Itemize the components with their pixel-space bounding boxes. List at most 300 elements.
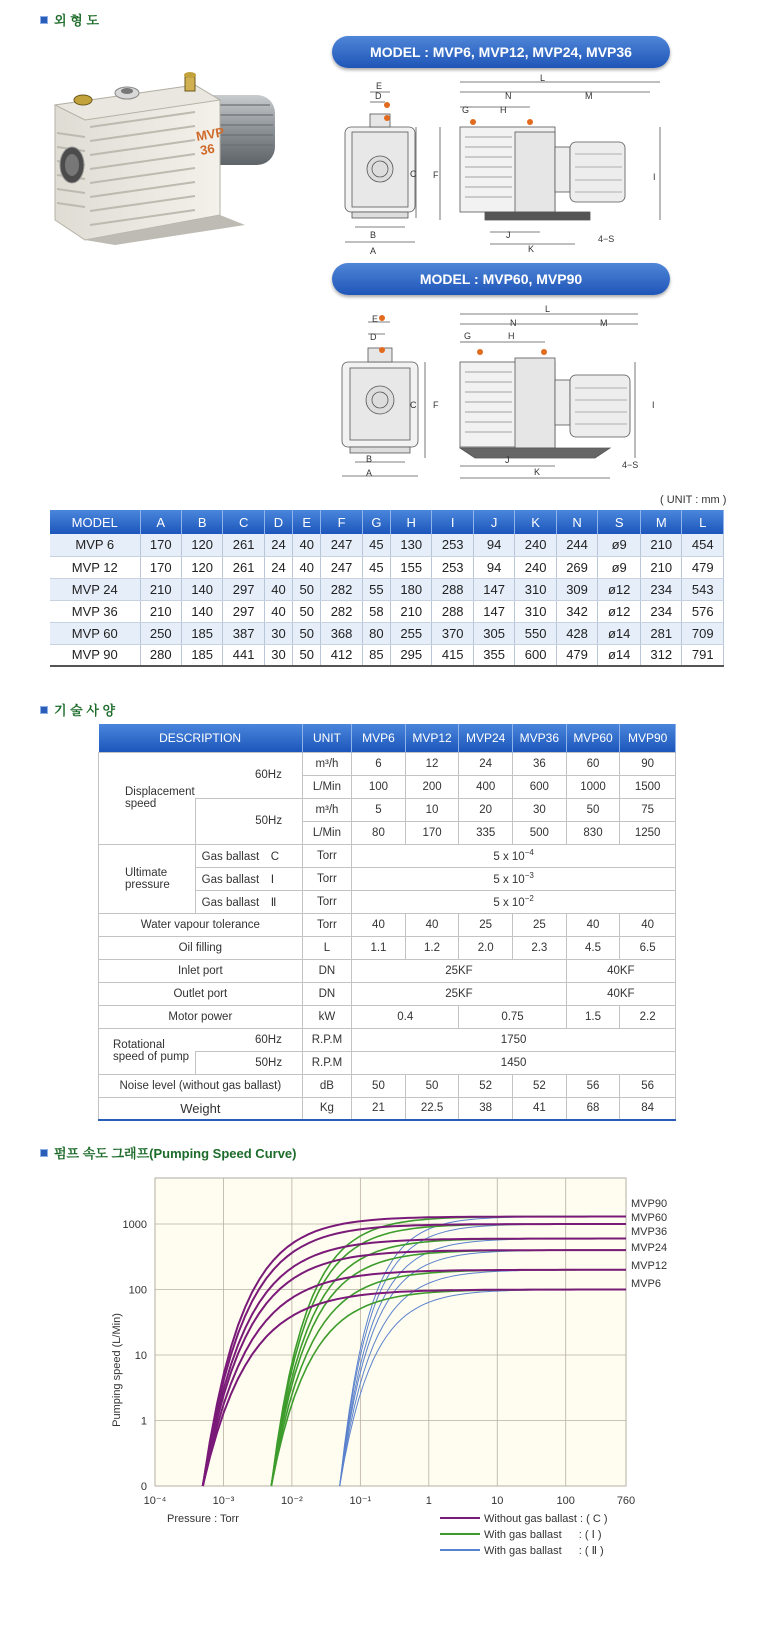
model-cell: MVP 12 — [50, 556, 140, 578]
dim-value-cell: 185 — [181, 622, 222, 644]
value-cell: 40 — [352, 913, 406, 936]
dim-value-cell: 147 — [473, 600, 514, 622]
dim-label-f: F — [433, 400, 439, 410]
dim-label-b: B — [370, 230, 377, 240]
unit-cell: dB — [302, 1074, 352, 1097]
dim-value-cell: 94 — [473, 534, 514, 556]
value-cell: 335 — [459, 821, 513, 844]
value-cell: 500 — [513, 821, 567, 844]
table-row — [50, 578, 724, 600]
unit-cell: m³/h — [302, 798, 352, 821]
dim-value-cell: 240 — [515, 534, 556, 556]
x-tick-label: 10⁻³ — [212, 1495, 235, 1507]
dim-label-i: I — [653, 172, 656, 182]
y-tick-label: 0 — [140, 1481, 147, 1493]
value-cell: 90 — [620, 752, 676, 775]
x-tick-label: 760 — [616, 1495, 636, 1507]
value-cell: 4.5 — [566, 936, 620, 959]
dim-label-k: K — [528, 244, 535, 254]
dim-value-cell: 355 — [473, 644, 514, 666]
gas-ballast-ii-label: Gas ballast Ⅱ — [195, 890, 302, 913]
dim-value-cell: 24 — [264, 534, 292, 556]
dim-value-cell: 295 — [391, 644, 432, 666]
dim-value-cell: 50 — [293, 578, 321, 600]
displacement-60hz: 60Hz — [195, 752, 302, 798]
dim-value-cell: 415 — [432, 644, 473, 666]
dim-header-cell: I — [432, 510, 473, 534]
value-cell: 600 — [513, 775, 567, 798]
unit-cell: R.P.M — [302, 1051, 352, 1074]
value-cell: 1.2 — [405, 936, 459, 959]
dim-value-cell: 288 — [432, 600, 473, 622]
dim-header-cell: C — [223, 510, 264, 534]
pump-photo — [45, 55, 285, 245]
value-cell: 1500 — [620, 775, 676, 798]
dim-value-cell: 310 — [515, 578, 556, 600]
dimension-drawing-large — [330, 300, 680, 485]
spec-table — [98, 724, 676, 1121]
value-cell: 1250 — [620, 821, 676, 844]
value-cell: 170 — [405, 821, 459, 844]
dim-value-cell: 155 — [391, 556, 432, 578]
series-label: MVP6 — [631, 1278, 661, 1290]
dim-value-cell: 297 — [223, 578, 264, 600]
series-label: MVP60 — [631, 1212, 668, 1224]
bullet-icon — [40, 706, 48, 714]
value-cell: 40 — [620, 913, 676, 936]
dim-value-cell: 240 — [515, 556, 556, 578]
value-cell: 30 — [513, 798, 567, 821]
dim-value-cell: 170 — [140, 556, 181, 578]
value-cell: 20 — [459, 798, 513, 821]
dim-value-cell: 94 — [473, 556, 514, 578]
dim-value-cell: 40 — [293, 556, 321, 578]
value-cell: 56 — [566, 1074, 620, 1097]
dim-label-a: A — [370, 246, 377, 256]
x-tick-label: 10⁻⁴ — [143, 1495, 167, 1507]
dim-label-a: A — [366, 468, 373, 478]
dim-header-cell: F — [321, 510, 362, 534]
model-banner-large: MODEL : MVP60, MVP90 — [332, 263, 670, 295]
dim-value-cell: ø9 — [598, 556, 641, 578]
value-cell: 1750 — [352, 1028, 676, 1051]
rotation-label: Rotational speed of pump — [99, 1028, 196, 1074]
dim-value-cell: 244 — [556, 534, 597, 556]
dim-value-cell: 50 — [293, 600, 321, 622]
value-cell: 84 — [620, 1097, 676, 1120]
dim-value-cell: 441 — [223, 644, 264, 666]
dim-value-cell: 368 — [321, 622, 362, 644]
dimension-table — [50, 510, 724, 667]
dim-value-cell: 454 — [682, 534, 724, 556]
dim-value-cell: ø12 — [598, 600, 641, 622]
dim-value-cell: 50 — [293, 622, 321, 644]
ultimate-ii-value — [352, 890, 676, 913]
value-cell: 25KF — [352, 982, 566, 1005]
dim-value-cell: 261 — [223, 556, 264, 578]
displacement-label: Displacement speed — [99, 752, 196, 844]
dim-value-cell: 281 — [641, 622, 682, 644]
x-axis-label: Pressure : Torr — [167, 1513, 239, 1525]
header-unit: UNIT — [302, 724, 352, 752]
dim-label-d: D — [370, 332, 377, 342]
dim-label-e: E — [376, 81, 383, 91]
dim-value-cell: 310 — [515, 600, 556, 622]
inlet-label: Inlet port — [99, 959, 303, 982]
dim-label-m: M — [585, 91, 593, 101]
dim-value-cell: 85 — [362, 644, 390, 666]
model-cell: MVP 60 — [50, 622, 140, 644]
dim-label-g: G — [462, 105, 470, 115]
dim-value-cell: 791 — [682, 644, 724, 666]
dim-value-cell: 600 — [515, 644, 556, 666]
dim-value-cell: 140 — [181, 600, 222, 622]
unit-cell: Torr — [302, 867, 352, 890]
value-cell: 2.3 — [513, 936, 567, 959]
dim-label-e: E — [372, 314, 379, 324]
value-cell: 5 — [352, 798, 406, 821]
dim-header-cell: S — [598, 510, 641, 534]
dim-value-cell: 45 — [362, 534, 390, 556]
unit-cell: Torr — [302, 844, 352, 867]
dim-value-cell: 543 — [682, 578, 724, 600]
dim-header-cell: K — [515, 510, 556, 534]
bullet-icon — [40, 1149, 48, 1157]
dim-value-cell: 282 — [321, 600, 362, 622]
dim-value-cell: 185 — [181, 644, 222, 666]
dim-value-cell: 250 — [140, 622, 181, 644]
outlet-label: Outlet port — [99, 982, 303, 1005]
value-cell: 56 — [620, 1074, 676, 1097]
dim-header-cell: J — [473, 510, 514, 534]
dim-value-cell: 247 — [321, 556, 362, 578]
dim-header-cell: G — [362, 510, 390, 534]
value-cell: 50 — [405, 1074, 459, 1097]
dim-value-cell: 247 — [321, 534, 362, 556]
value-cell: 25 — [513, 913, 567, 936]
dim-value-cell: 550 — [515, 622, 556, 644]
dim-value-cell: 253 — [432, 534, 473, 556]
x-tick-label: 10 — [491, 1495, 504, 1507]
dim-value-cell: 370 — [432, 622, 473, 644]
dim-value-cell: 210 — [641, 534, 682, 556]
unit-cell: kW — [302, 1005, 352, 1028]
ultimate-c-value — [352, 844, 676, 867]
pump-model-label: MVP — [194, 124, 226, 144]
value-base: 5 x 10 — [493, 873, 525, 886]
header-description: DESCRIPTION — [99, 724, 303, 752]
dim-header-cell: A — [140, 510, 181, 534]
value-cell: 200 — [405, 775, 459, 798]
series-label: MVP90 — [631, 1198, 668, 1210]
dim-value-cell: 412 — [321, 644, 362, 666]
dim-value-cell: 709 — [682, 622, 724, 644]
header-mvp60: MVP60 — [566, 724, 620, 752]
series-label: MVP24 — [631, 1242, 668, 1254]
dim-header-cell: L — [682, 510, 724, 534]
y-tick-label: 1000 — [122, 1219, 147, 1231]
dim-value-cell: 387 — [223, 622, 264, 644]
unit-cell: Torr — [302, 890, 352, 913]
series-label: MVP36 — [631, 1226, 668, 1238]
value-cell: 36 — [513, 752, 567, 775]
motor-label: Motor power — [99, 1005, 303, 1028]
value-cell: 80 — [352, 821, 406, 844]
y-axis-label: Pumping speed (L/Min) — [111, 1313, 123, 1427]
dim-value-cell: ø14 — [598, 644, 641, 666]
section-title-spec — [40, 700, 115, 719]
section-title-text: 외 형 도 — [54, 13, 99, 28]
value-cell: 41 — [513, 1097, 567, 1120]
dim-header-cell: H — [391, 510, 432, 534]
dim-label-s: 4−S — [622, 460, 639, 470]
dim-label-m: M — [600, 318, 608, 328]
table-row — [50, 534, 724, 556]
dim-label-h: H — [500, 105, 507, 115]
dim-value-cell: 120 — [181, 556, 222, 578]
dim-value-cell: 40 — [264, 578, 292, 600]
dim-value-cell: 297 — [223, 600, 264, 622]
unit-cell: L — [302, 936, 352, 959]
table-row — [50, 600, 724, 622]
dim-value-cell: ø12 — [598, 578, 641, 600]
dim-header-cell: MODEL — [50, 510, 140, 534]
legend-label: With gas ballast : ( Ⅰ ) — [484, 1529, 602, 1541]
rotation-60hz: 60Hz — [195, 1028, 302, 1051]
x-tick-label: 10⁻¹ — [349, 1495, 372, 1507]
dim-label-f: F — [433, 170, 439, 180]
value-cell: 60 — [566, 752, 620, 775]
value-cell: 100 — [352, 775, 406, 798]
dim-value-cell: 234 — [641, 600, 682, 622]
dim-value-cell: 253 — [432, 556, 473, 578]
dim-label-s: 4−S — [598, 234, 615, 244]
value-cell: 1.1 — [352, 936, 406, 959]
unit-cell: m³/h — [302, 752, 352, 775]
header-mvp12: MVP12 — [405, 724, 459, 752]
value-cell: 2.0 — [459, 936, 513, 959]
value-cell: 1450 — [352, 1051, 676, 1074]
y-tick-label: 10 — [134, 1350, 147, 1362]
value-cell: 40 — [566, 913, 620, 936]
dim-label-j: J — [506, 230, 511, 240]
dim-value-cell: 130 — [391, 534, 432, 556]
value-cell: 21 — [352, 1097, 406, 1120]
dim-label-k: K — [534, 467, 541, 477]
gas-ballast-i-label: Gas ballast Ⅰ — [195, 867, 302, 890]
oil-label: Oil filling — [99, 936, 303, 959]
ultimate-i-value — [352, 867, 676, 890]
table-row — [50, 556, 724, 578]
dim-value-cell: 312 — [641, 644, 682, 666]
value-cell: 50 — [566, 798, 620, 821]
dim-value-cell: 24 — [264, 556, 292, 578]
section-title-outline — [40, 10, 99, 29]
value-exponent: −2 — [524, 894, 534, 904]
model-cell: MVP 90 — [50, 644, 140, 666]
dim-label-n: N — [510, 318, 517, 328]
dim-value-cell: 280 — [140, 644, 181, 666]
model-cell: MVP 6 — [50, 534, 140, 556]
displacement-50hz: 50Hz — [195, 798, 302, 844]
dim-label-l: L — [545, 304, 551, 314]
value-cell: 25KF — [352, 959, 566, 982]
header-mvp24: MVP24 — [459, 724, 513, 752]
value-cell: 6 — [352, 752, 406, 775]
value-cell: 400 — [459, 775, 513, 798]
series-label: MVP12 — [631, 1260, 668, 1272]
value-cell: 2.2 — [620, 1005, 676, 1028]
dim-value-cell: 210 — [641, 556, 682, 578]
gas-ballast-c-label: Gas ballast C — [195, 844, 302, 867]
section-title-curve — [40, 1143, 296, 1162]
value-cell: 12 — [405, 752, 459, 775]
legend-label: Without gas ballast : ( C ) — [484, 1513, 608, 1525]
legend-label: With gas ballast : ( Ⅱ ) — [484, 1545, 604, 1557]
dim-value-cell: 170 — [140, 534, 181, 556]
value-cell: 6.5 — [620, 936, 676, 959]
dim-header-cell: E — [293, 510, 321, 534]
dim-value-cell: 576 — [682, 600, 724, 622]
dim-value-cell: 120 — [181, 534, 222, 556]
weight-label: Weight — [99, 1097, 303, 1120]
header-mvp6: MVP6 — [352, 724, 406, 752]
unit-cell: Torr — [302, 913, 352, 936]
value-exponent: −4 — [524, 848, 534, 858]
dim-value-cell: 288 — [432, 578, 473, 600]
dim-label-b: B — [366, 454, 373, 464]
unit-cell: R.P.M — [302, 1028, 352, 1051]
model-cell: MVP 36 — [50, 600, 140, 622]
dim-value-cell: 210 — [140, 578, 181, 600]
value-cell: 22.5 — [405, 1097, 459, 1120]
section-title-text: 기 술 사 양 — [54, 703, 116, 718]
dim-label-i: I — [652, 400, 655, 410]
value-cell: 10 — [405, 798, 459, 821]
dim-value-cell: 428 — [556, 622, 597, 644]
value-cell: 68 — [566, 1097, 620, 1120]
value-cell: 24 — [459, 752, 513, 775]
bullet-icon — [40, 16, 48, 24]
unit-cell: DN — [302, 959, 352, 982]
table-row — [50, 622, 724, 644]
dim-value-cell: 269 — [556, 556, 597, 578]
dim-value-cell: 261 — [223, 534, 264, 556]
dim-label-n: N — [505, 91, 512, 101]
dim-value-cell: 40 — [293, 534, 321, 556]
x-tick-label: 100 — [556, 1495, 575, 1507]
value-cell: 25 — [459, 913, 513, 936]
dim-value-cell: 58 — [362, 600, 390, 622]
dim-label-l: L — [540, 73, 546, 83]
dim-value-cell: 282 — [321, 578, 362, 600]
value-cell: 1.5 — [566, 1005, 620, 1028]
value-base: 5 x 10 — [493, 896, 525, 909]
value-cell: 1000 — [566, 775, 620, 798]
unit-cell: L/Min — [302, 775, 352, 798]
dim-value-cell: 180 — [391, 578, 432, 600]
model-cell: MVP 24 — [50, 578, 140, 600]
rotation-50hz: 50Hz — [195, 1051, 302, 1074]
value-cell: 40 — [405, 913, 459, 936]
dim-value-cell: 40 — [264, 600, 292, 622]
dimension-drawing-small — [330, 72, 680, 260]
dim-value-cell: 140 — [181, 578, 222, 600]
dim-value-cell: 309 — [556, 578, 597, 600]
unit-cell: L/Min — [302, 821, 352, 844]
dim-value-cell: 45 — [362, 556, 390, 578]
dim-value-cell: ø14 — [598, 622, 641, 644]
dim-header-cell: N — [556, 510, 597, 534]
value-exponent: −3 — [524, 871, 534, 881]
ultimate-label: Ultimate pressure — [99, 844, 196, 913]
dim-value-cell: 479 — [682, 556, 724, 578]
x-tick-label: 10⁻² — [281, 1495, 303, 1507]
dim-value-cell: 30 — [264, 622, 292, 644]
value-cell: 40KF — [566, 982, 675, 1005]
y-tick-label: 100 — [128, 1284, 147, 1297]
unit-note: ( UNIT : mm ) — [660, 494, 727, 506]
pump-model-number: 36 — [198, 140, 216, 158]
water-label: Water vapour tolerance — [99, 913, 303, 936]
value-cell: 75 — [620, 798, 676, 821]
dim-value-cell: 30 — [264, 644, 292, 666]
dim-label-c: C — [410, 169, 417, 179]
dim-value-cell: 479 — [556, 644, 597, 666]
y-tick-label: 1 — [140, 1415, 147, 1428]
section-title-text: 펌프 속도 그래프(Pumping Speed Curve) — [54, 1146, 297, 1161]
table-row — [50, 644, 724, 666]
dim-header-cell: M — [641, 510, 682, 534]
dim-value-cell: 210 — [140, 600, 181, 622]
dim-value-cell: 342 — [556, 600, 597, 622]
unit-cell: DN — [302, 982, 352, 1005]
value-cell: 52 — [459, 1074, 513, 1097]
dim-label-d: D — [375, 91, 382, 101]
dim-header-cell: D — [264, 510, 292, 534]
dim-value-cell: 234 — [641, 578, 682, 600]
dim-header-cell: B — [181, 510, 222, 534]
value-cell: 830 — [566, 821, 620, 844]
dim-label-c: C — [410, 400, 417, 410]
dim-value-cell: 210 — [391, 600, 432, 622]
dim-value-cell: 305 — [473, 622, 514, 644]
dim-value-cell: 147 — [473, 578, 514, 600]
header-mvp90: MVP90 — [620, 724, 676, 752]
dim-value-cell: 255 — [391, 622, 432, 644]
dim-value-cell: 80 — [362, 622, 390, 644]
dim-value-cell: 55 — [362, 578, 390, 600]
value-base: 5 x 10 — [493, 850, 525, 863]
noise-label: Noise level (without gas ballast) — [99, 1074, 303, 1097]
header-mvp36: MVP36 — [513, 724, 567, 752]
x-tick-label: 1 — [425, 1495, 432, 1507]
value-cell: 40KF — [566, 959, 675, 982]
model-banner-small: MODEL : MVP6, MVP12, MVP24, MVP36 — [332, 36, 670, 68]
dim-value-cell: ø9 — [598, 534, 641, 556]
value-cell: 38 — [459, 1097, 513, 1120]
unit-cell: Kg — [302, 1097, 352, 1120]
dim-label-j: J — [505, 455, 510, 465]
dim-value-cell: 50 — [293, 644, 321, 666]
pumping-speed-chart — [95, 1170, 695, 1622]
value-cell: 52 — [513, 1074, 567, 1097]
value-cell: 0.4 — [352, 1005, 459, 1028]
dim-label-g: G — [464, 331, 472, 341]
value-cell: 50 — [352, 1074, 406, 1097]
dim-label-h: H — [508, 331, 515, 341]
value-cell: 0.75 — [459, 1005, 566, 1028]
